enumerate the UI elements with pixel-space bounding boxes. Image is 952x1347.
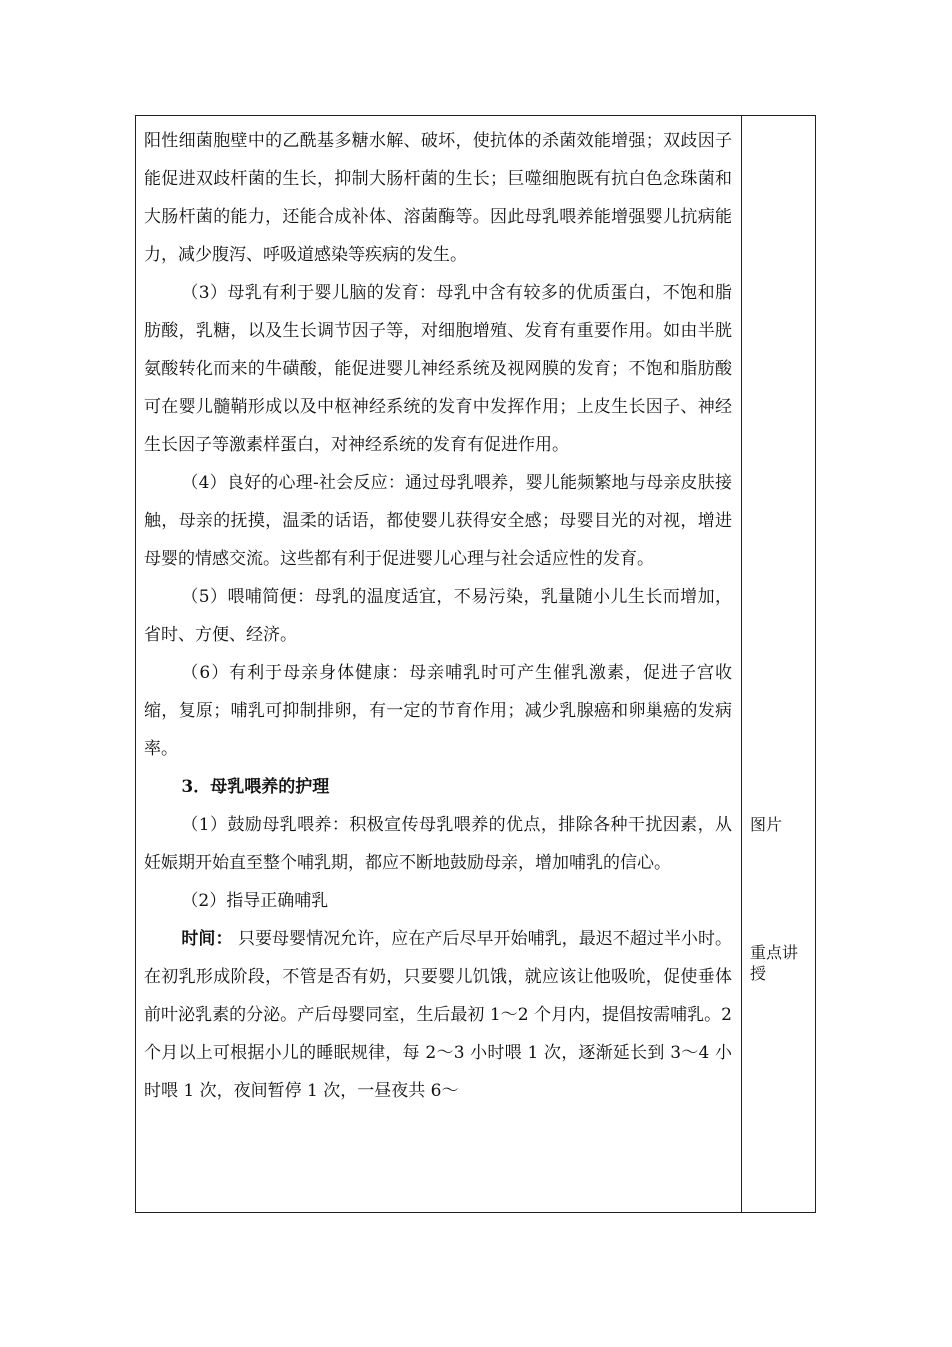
section-heading: 3．母乳喂养的护理	[181, 777, 330, 797]
lesson-table	[135, 115, 816, 1213]
paragraph-timing	[144, 920, 732, 1110]
paragraph-psychosocial: （4）良好的心理-社会反应：通过母乳喂养，婴儿能频繁地与母亲皮肤接触，母亲的抚摸，温柔的话语，都使婴儿获得安全感；母婴目光的对视，增进母婴的情感交流。这些都有利于促进婴儿心理与社会适应性的发育。	[144, 473, 732, 569]
column-divider	[741, 116, 742, 1212]
content-cell	[144, 122, 732, 1110]
note-picture: 图片	[750, 815, 783, 834]
note-key-lecture: 重点讲授	[750, 943, 799, 983]
timing-text: 只要母婴情况允许，应在产后尽早开始哺乳，最迟不超过半小时。在初乳形成阶段，不管是否有奶，只要婴儿饥饿，就应该让他吸吮，促使垂体前叶泌乳素的分泌。产后母婴同室，生后最初 1～2 个月内，提倡按需哺乳。2 个月以上可根据小儿的睡眠规律，每 2～3 小时喂 1 次，逐渐延长到 3～4 小时喂 1 次，夜间暂停 1 次，一昼夜共 6～	[144, 929, 733, 1101]
paragraph-convenience: （5）喂哺简便：母乳的温度适宜，不易污染，乳量随小儿生长而增加，省时、方便、经济。	[144, 587, 732, 645]
paragraph-encourage: （1）鼓励母乳喂养：积极宣传母乳喂养的优点，排除各种干扰因素，从妊娠期开始直至整个哺乳期，都应不断地鼓励母亲，增加哺乳的信心。	[144, 815, 732, 873]
paragraph-maternal-health: （6）有利于母亲身体健康：母亲哺乳时可产生催乳激素，促进子宫收缩，复原；哺乳可抑制排卵，有一定的节育作用；减少乳腺癌和卵巢癌的发病率。	[144, 663, 732, 759]
timing-label: 时间：	[181, 929, 233, 949]
paragraph-guidance: （2）指导正确哺乳	[181, 891, 329, 911]
paragraph-antibody: 阳性细菌胞壁中的乙酰基多糖水解、破坏，使抗体的杀菌效能增强；双歧因子能促进双歧杆菌的生长，抑制大肠杆菌的生长；巨噬细胞既有抗白色念珠菌和大肠杆菌的能力，还能合成补体、溶菌酶等。因此母乳喂养能增强婴儿抗病能力，减少腹泻、呼吸道感染等疾病的发生。	[144, 131, 732, 265]
paragraph-brain-development: （3）母乳有利于婴儿脑的发育：母乳中含有较多的优质蛋白，不饱和脂肪酸，乳糖，以及生长调节因子等，对细胞增殖、发育有重要作用。如由半胱氨酸转化而来的牛磺酸，能促进婴儿神经系统及视网膜的发育；不饱和脂肪酸可在婴儿髓鞘形成以及中枢神经系统的发育中发挥作用；上皮生长因子、神经生长因子等激素样蛋白，对神经系统的发育有促进作用。	[144, 283, 732, 455]
